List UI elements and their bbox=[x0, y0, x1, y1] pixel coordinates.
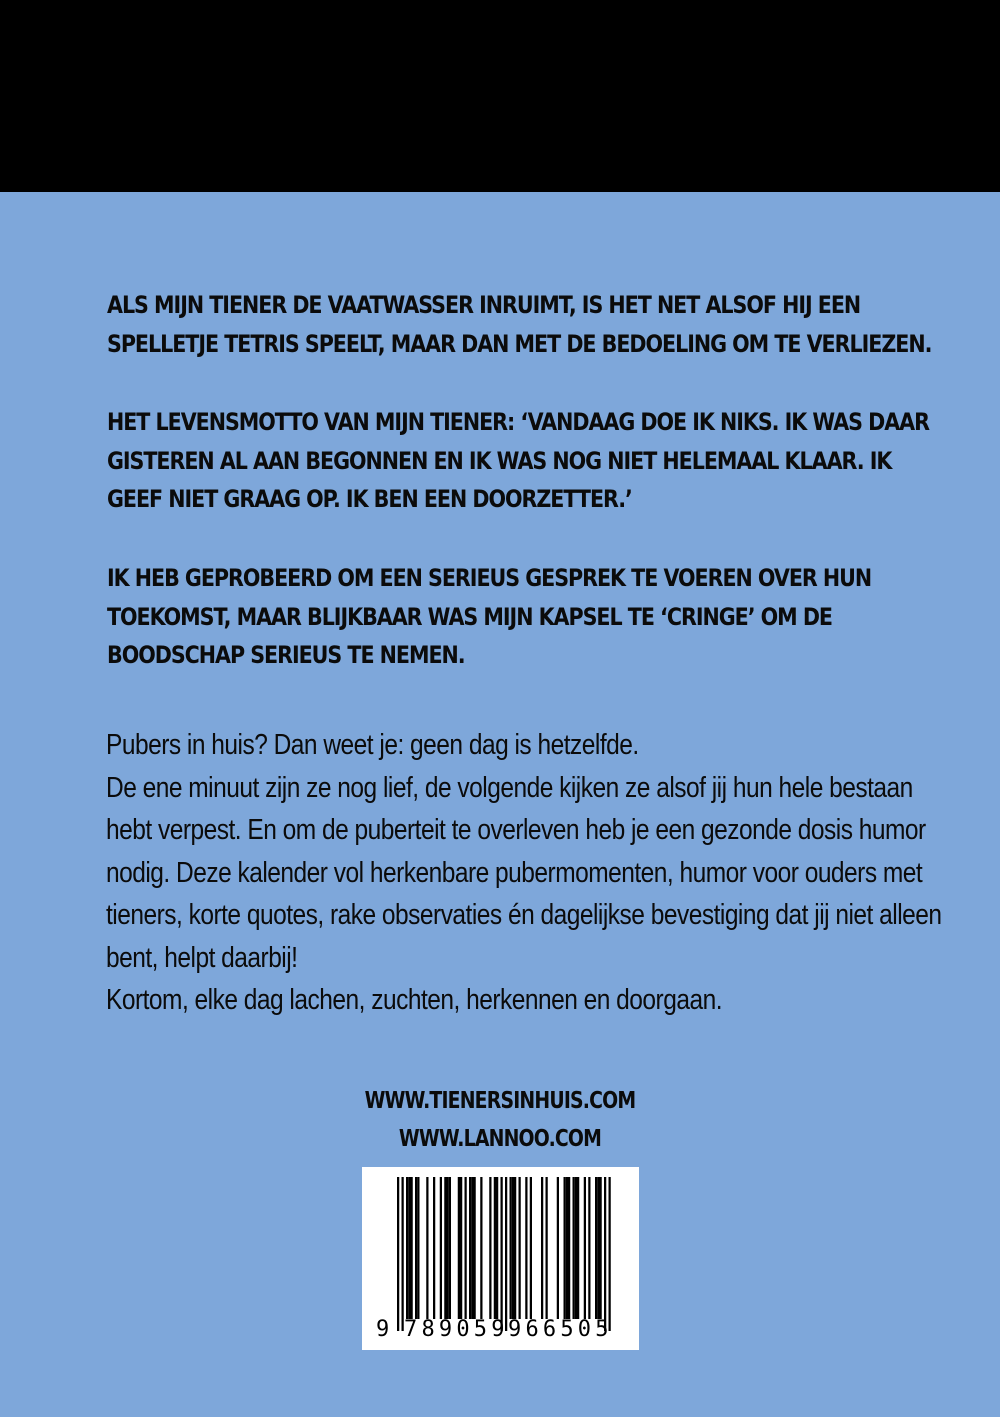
blurb-closing: Kortom, elke dag lachen, zuchten, herkennen en doorgaan. bbox=[106, 984, 722, 1016]
barcode-guard-bar bbox=[505, 1177, 507, 1331]
quote-life-motto: HET LEVENSMOTTO VAN MIJN TIENER: ‘VANDAAG DOE IK NIKS. IK WAS DAAR GISTEREN AL AAN BEGONNEN EN IK WAS NOG NIET HELEMAAL KLAAR. IK GEEF NIET GRAAG OP. IK BEN EEN DOORZETTER.’ bbox=[107, 408, 929, 513]
top-black-band bbox=[0, 0, 1000, 192]
barcode-bar bbox=[510, 1177, 512, 1319]
barcode-bar bbox=[512, 1177, 514, 1319]
barcode-bar bbox=[408, 1177, 410, 1319]
blurb-intro: Pubers in huis? Dan weet je: geen dag is hetzelfde. bbox=[106, 729, 639, 761]
barcode-bar bbox=[480, 1177, 482, 1319]
barcode-guard-bar bbox=[397, 1177, 399, 1331]
barcode-bar bbox=[417, 1177, 419, 1319]
barcode-bar bbox=[541, 1177, 543, 1319]
barcode-bar bbox=[514, 1177, 516, 1319]
quote-serious-talk: IK HEB GEPROBEERD OM EEN SERIEUS GESPREK TE VOEREN OVER HUN TOEKOMST, MAAR BLIJKBAAR WAS MIJN KAPSEL TE ‘CRINGE’ OM DE BOODSCHAP SERIEUS TE NEMEN. bbox=[107, 564, 872, 669]
barcode-group-left: 789059 bbox=[404, 1317, 509, 1342]
barcode-bar bbox=[426, 1177, 428, 1319]
barcode-bar bbox=[458, 1177, 460, 1319]
barcode-bar bbox=[471, 1177, 473, 1319]
isbn-barcode bbox=[362, 1167, 639, 1350]
barcode-bar bbox=[406, 1177, 408, 1319]
barcode-lead-digit: 9 bbox=[376, 1317, 390, 1342]
barcode-bar bbox=[600, 1177, 602, 1319]
barcode-bar bbox=[575, 1177, 577, 1319]
barcode-bar bbox=[588, 1177, 590, 1319]
barcode-bar bbox=[433, 1177, 435, 1319]
barcode-bar bbox=[449, 1177, 451, 1319]
barcode-digits bbox=[362, 1317, 639, 1347]
url-lannoo[interactable]: WWW.LANNOO.COM bbox=[398, 1126, 602, 1152]
barcode-bar bbox=[577, 1177, 579, 1319]
barcode-guard-bar bbox=[604, 1177, 606, 1331]
barcode-bar bbox=[546, 1177, 548, 1319]
barcode-bar bbox=[564, 1177, 566, 1319]
barcode-bar bbox=[519, 1177, 521, 1319]
barcode-bar bbox=[525, 1177, 527, 1319]
barcode-bar bbox=[440, 1177, 442, 1319]
barcode-bar bbox=[489, 1177, 491, 1319]
barcode-bar bbox=[496, 1177, 498, 1319]
barcode-bar bbox=[469, 1177, 471, 1319]
barcode-bar bbox=[530, 1177, 532, 1319]
barcode-bar bbox=[566, 1177, 568, 1319]
barcode-bar bbox=[584, 1177, 586, 1319]
barcode-bar bbox=[415, 1177, 417, 1319]
barcode-guard-bar bbox=[609, 1177, 611, 1331]
barcode-group-right: 966505 bbox=[508, 1317, 613, 1342]
barcode-bar bbox=[595, 1177, 597, 1319]
barcode-bar bbox=[460, 1177, 462, 1319]
barcode-bar bbox=[474, 1177, 476, 1319]
barcode-bar bbox=[465, 1177, 467, 1319]
url-tienersinhuis[interactable]: WWW.TIENERSINHUIS.COM bbox=[364, 1088, 636, 1114]
barcode-bar bbox=[597, 1177, 599, 1319]
barcode-guard-bar bbox=[402, 1177, 404, 1331]
urls-section bbox=[0, 1082, 1000, 1158]
barcode-bar bbox=[447, 1177, 449, 1319]
blurb-section bbox=[106, 724, 1000, 1022]
quote-dishwasher: ALS MIJN TIENER DE VAATWASSER INRUIMT, IS HET NET ALSOF HIJ EEN SPELLETJE TETRIS SPEELT, MAAR DAN MET DE BEDOELING OM TE VERLIEZEN. bbox=[107, 291, 932, 358]
barcode-bar bbox=[494, 1177, 496, 1319]
barcode-bar bbox=[568, 1177, 570, 1319]
blurb-body: De ene minuut zijn ze nog lief, de volgende kijken ze alsof jij hun hele bestaan hebt verpest. En om de puberteit te overleven heb je een gezonde dosis humor nodig. Deze kalender vol herkenbare pubermomenten, humor voor ouders met tieners, korte quotes, rake observaties én dagelijkse bevestiging dat jij niet alleen bent, helpt daarbij! bbox=[106, 771, 942, 974]
barcode-guard-bar bbox=[501, 1177, 503, 1331]
barcode-bar bbox=[411, 1177, 413, 1319]
barcode-bar bbox=[444, 1177, 446, 1319]
barcode-bar bbox=[557, 1177, 559, 1319]
barcode-bar bbox=[573, 1177, 575, 1319]
